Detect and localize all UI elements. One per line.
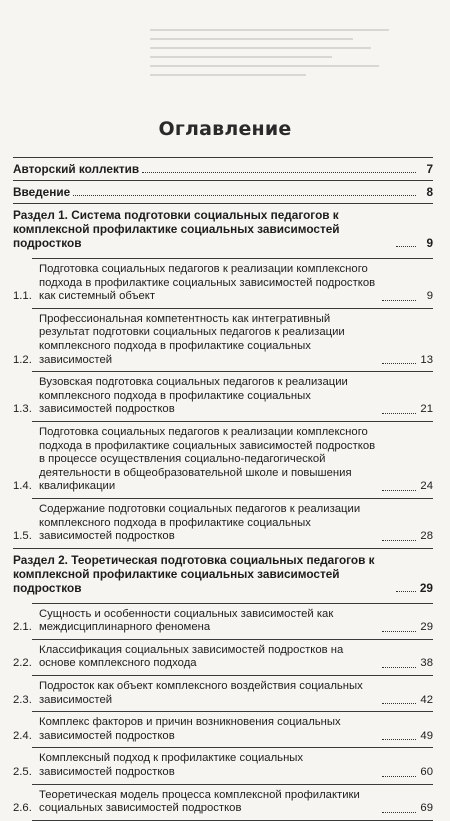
- item-title: Классификация социальных зависимостей подростков на основе комплексного подхода: [39, 643, 344, 670]
- item-page: 38: [420, 657, 433, 670]
- item-number: 2.1.: [13, 621, 32, 634]
- section-page: 9: [426, 236, 433, 250]
- toc-entry-intro: [13, 181, 433, 203]
- toc-item: [13, 372, 433, 421]
- page-title: Оглавление: [158, 118, 292, 140]
- item-page: 13: [420, 353, 433, 366]
- show-through-text: [150, 22, 410, 112]
- item-title: Вузовская подготовка социальных педагогов к реализации комплексного подхода в профилактике социальных зависимостей подростков: [39, 376, 348, 416]
- item-page: 21: [420, 403, 433, 416]
- item-title: Профессиональная компетентность как интегративный результат подготовки социальных педагогов к реализации комплексного подхода в профилактике социальных зависимостей: [39, 312, 345, 366]
- item-page: 42: [420, 693, 433, 706]
- toc-item: [13, 712, 433, 747]
- section-title: Раздел 2. Теоретическая подготовка социальных педагогов к комплексной профилактике социальных зависимостей подростков: [13, 552, 375, 595]
- toc-section-2: [13, 549, 433, 603]
- toc-item: [13, 676, 433, 711]
- toc-item: [13, 499, 433, 548]
- item-page: 9: [426, 290, 433, 303]
- item-number: 1.1.: [13, 290, 32, 303]
- toc-item: [13, 785, 433, 820]
- item-number: 1.2.: [13, 353, 32, 366]
- entry-title: Авторский коллектив: [13, 162, 140, 176]
- toc-item: [13, 748, 433, 783]
- item-page: 60: [420, 766, 433, 779]
- item-number: 1.3.: [13, 403, 32, 416]
- item-number: 2.5.: [13, 766, 32, 779]
- item-page: 28: [420, 530, 433, 543]
- item-title: Комплексный подход к профилактике социальных зависимостей подростков: [39, 752, 304, 779]
- toc-entry-authors: [13, 158, 433, 180]
- item-number: 2.4.: [13, 729, 32, 742]
- item-number: 1.4.: [13, 480, 32, 493]
- item-number: 2.3.: [13, 693, 32, 706]
- item-number: 2.2.: [13, 657, 32, 670]
- item-title: Теоретическая модель процесса комплексной профилактики социальных зависимостей подростков: [39, 788, 360, 815]
- toc-item: [13, 422, 433, 498]
- item-title: Сущность и особенности социальных зависимостей как междисциплинарного феномена: [39, 607, 334, 634]
- item-number: 1.5.: [13, 530, 32, 543]
- toc-item: [13, 309, 433, 371]
- entry-title: Введение: [13, 185, 71, 199]
- toc-section-1: [13, 204, 433, 258]
- section-title: Раздел 1. Система подготовки социальных педагогов к комплексной профилактике социальных зависимостей подростков: [13, 208, 340, 250]
- item-page: 69: [420, 802, 433, 815]
- item-title: Подготовка социальных педагогов к реализации комплексного подхода в профилактике социальных зависимостей подростков как системный объект: [39, 263, 376, 303]
- item-number: 2.6.: [13, 802, 32, 815]
- item-page: 49: [420, 729, 433, 742]
- item-title: Подросток как объект комплексного воздействия социальных зависимостей: [39, 680, 363, 706]
- item-page: 29: [420, 621, 433, 634]
- item-title: Подготовка социальных педагогов к реализации комплексного подхода в профилактике социальных зависимостей подростков в процессе осуществления социально-педагогической деятельности в общеобразовательной школе и повышения квалификации: [39, 425, 376, 493]
- toc-item: [13, 259, 433, 308]
- toc-item: [13, 640, 433, 675]
- section-page: 29: [419, 580, 433, 595]
- entry-page: 7: [426, 162, 433, 176]
- toc-item: [13, 604, 433, 639]
- item-title: Комплекс факторов и причин возникновения социальных зависимостей подростков: [39, 716, 341, 742]
- entry-page: 8: [426, 185, 433, 199]
- item-title: Содержание подготовки социальных педагогов к реализации комплексного подхода в профилактике социальных зависимостей подростков: [39, 502, 361, 543]
- table-of-contents: [13, 157, 433, 821]
- item-page: 24: [420, 480, 433, 493]
